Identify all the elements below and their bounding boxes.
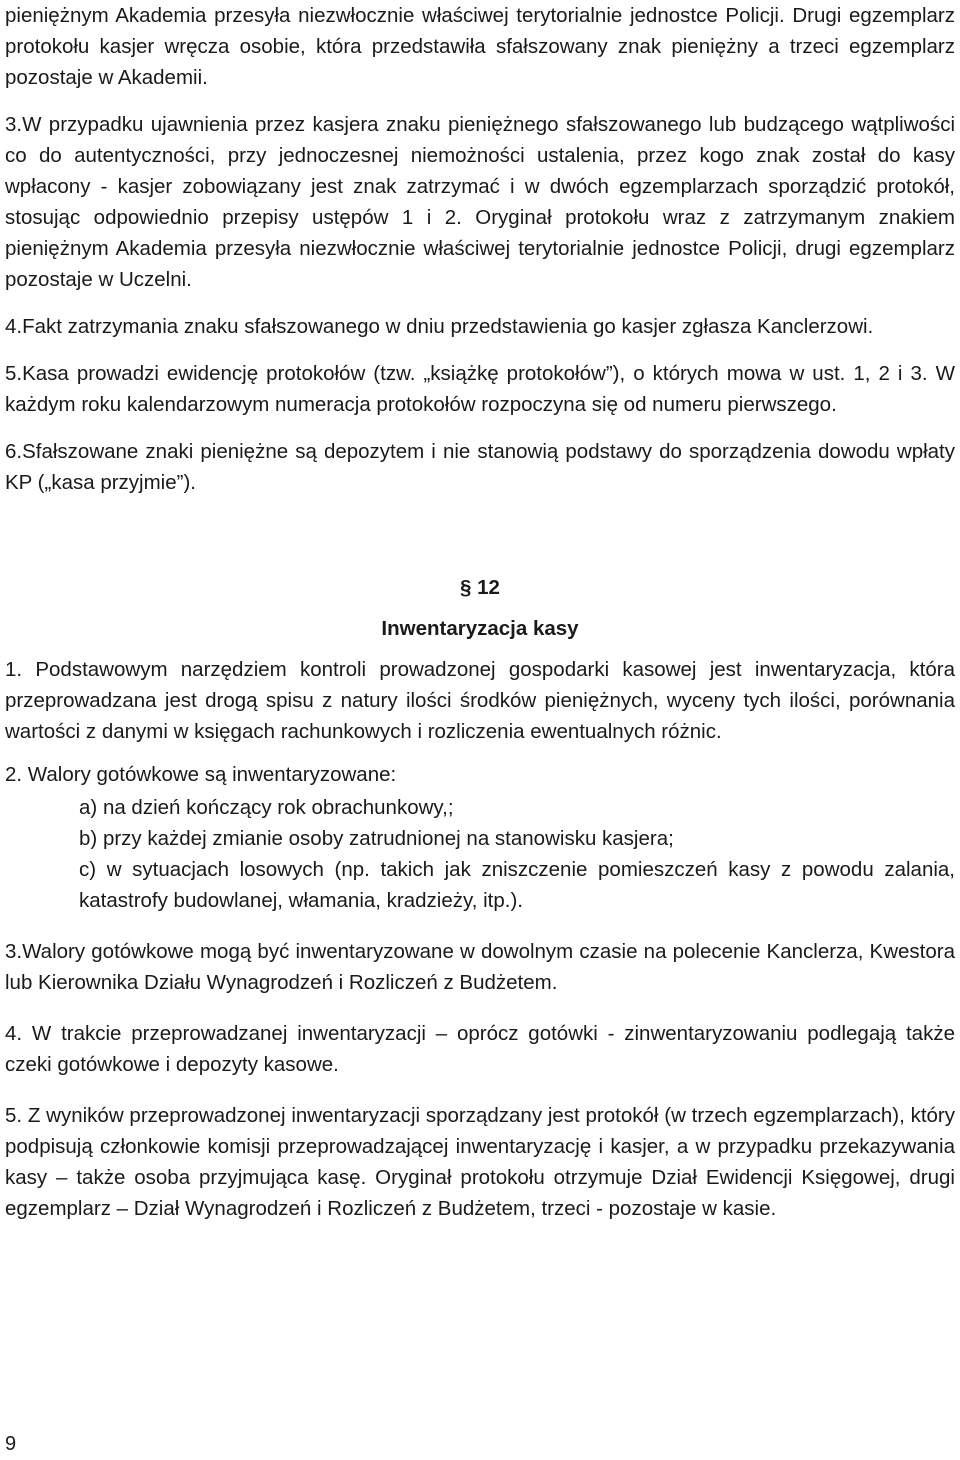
- list-marker: b): [79, 827, 98, 850]
- paragraph-6: 6.Sfałszowane znaki pieniężne są depozytem i nie stanowią podstawy do sporządzenia dowodu wpłaty KP („kasa przyjmie”).: [5, 440, 955, 494]
- section-paragraph-2-intro: 2. Walory gotówkowe są inwentaryzowane:: [5, 763, 397, 786]
- paragraph-5: 5.Kasa prowadzi ewidencję protokołów (tzw. „książkę protokołów”), o których mowa w ust. 1, 2 i 3. W każdym roku kalendarzowym numeracja protokołów rozpoczyna się od numeru pierwszego.: [5, 362, 955, 416]
- list-item-text: w sytuacjach losowych (np. takich jak zniszczenie pomieszczeń kasy z powodu zalania, katastrofy budowlanej, włamania, kradzieży, itp.).: [79, 858, 955, 912]
- list-item: [5, 823, 955, 854]
- inventory-occasions-list: [5, 792, 955, 916]
- section-paragraph-4: 4. W trakcie przeprowadzanej inwentaryzacji – oprócz gotówki - zinwentaryzowaniu podlegają także czeki gotówkowe i depozyty kasowe.: [5, 1022, 955, 1076]
- section-title: Inwentaryzacja kasy: [381, 617, 579, 640]
- list-item-text: na dzień kończący rok obrachunkowy,;: [102, 796, 454, 819]
- list-item: [5, 854, 955, 916]
- section-paragraph-1: 1. Podstawowym narzędziem kontroli prowadzonej gospodarki kasowej jest inwentaryzacja, która przeprowadzana jest drogą spisu z natury ilości środków pieniężnych, wyceny tych ilości, porównania wartości z danymi w księgach rachunkowych i rozliczenia ewentualnych różnic.: [5, 658, 955, 743]
- section-paragraph-3: 3.Walory gotówkowe mogą być inwentaryzowane w dowolnym czasie na polecenie Kanclerza, Kwestora lub Kierownika Działu Wynagrodzeń i Rozliczeń z Budżetem.: [5, 940, 955, 994]
- paragraph-3: 3.W przypadku ujawnienia przez kasjera znaku pieniężnego sfałszowanego lub budzącego wątpliwości co do autentyczności, przy jednoczesnej niemożności ustalenia, przez kogo znak został do kasy wpłacony - kasjer zobowiązany jest znak zatrzymać i w dwóch egzemplarzach sporządzić protokół, stosując odpowiednio przepisy ustępów 1 i 2. Oryginał protokołu wraz z zatrzymanym znakiem pieniężnym Akademia przesyła niezwłocznie właściwej terytorialnie jednostce Policji, drugi egzemplarz pozostaje w Uczelni.: [5, 113, 955, 291]
- list-marker: c): [79, 858, 97, 881]
- list-item: [5, 792, 955, 823]
- page-number: 9: [5, 1433, 17, 1455]
- list-marker: a): [79, 796, 98, 819]
- section-number: § 12: [460, 576, 500, 599]
- list-item-text: przy każdej zmianie osoby zatrudnionej na stanowisku kasjera;: [102, 827, 674, 850]
- intro-paragraph: pieniężnym Akademia przesyła niezwłocznie właściwej terytorialnie jednostce Policji. Drugi egzemplarz protokołu kasjer wręcza osobie, która przedstawiła sfałszowany znak pieniężny a trzeci egzemplarz pozostaje w Akademii.: [5, 4, 955, 89]
- paragraph-4: 4.Fakt zatrzymania znaku sfałszowanego w dniu przedstawienia go kasjer zgłasza Kanclerzowi.: [5, 315, 874, 338]
- section-paragraph-5: 5. Z wyników przeprowadzonej inwentaryzacji sporządzany jest protokół (w trzech egzemplarzach), który podpisują członkowie komisji przeprowadzającej inwentaryzację i kasjer, a w przypadku przekazywania kasy – także osoba przyjmująca kasę. Oryginał protokołu otrzymuje Dział Ewidencji Księgowej, drugi egzemplarz – Dział Wynagrodzeń i Rozliczeń z Budżetem, trzeci - pozostaje w kasie.: [5, 1104, 955, 1220]
